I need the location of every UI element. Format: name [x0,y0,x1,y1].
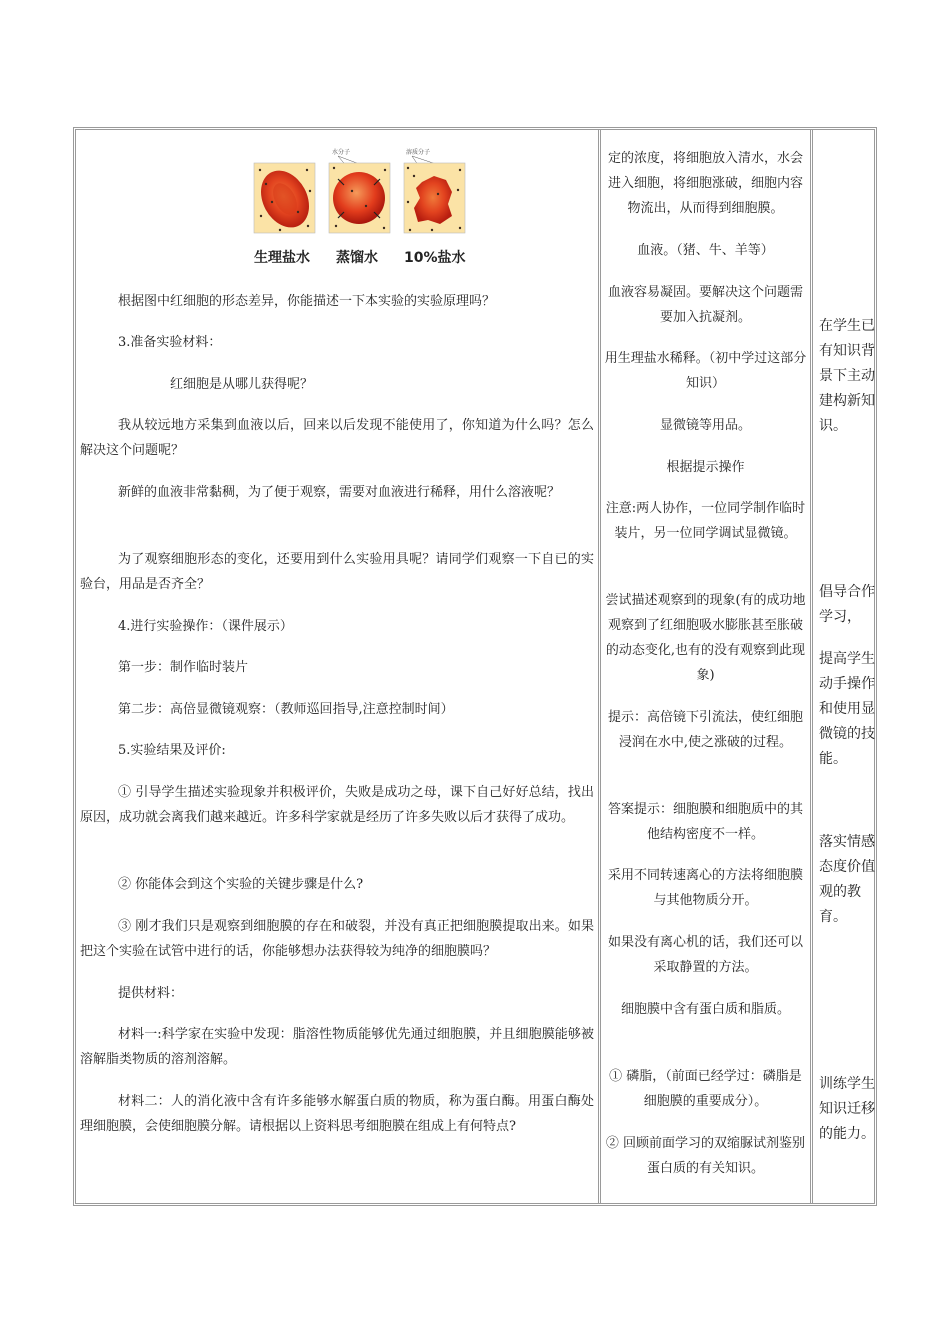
student-paragraph: ② 回顾前面学习的双缩脲试剂鉴别蛋白质的有关知识。 [605,1136,806,1176]
student-paragraph: 采用不同转速离心的方法将细胞膜与其他物质分开。 [607,868,803,908]
panel-distilled-water [329,148,390,233]
student-paragraph: 尝试描述观察到的现象(有的成功地观察到了红细胞吸水膨胀甚至胀破的动态变化,也有的没有观察到此现象) [605,593,806,683]
intent-paragraph: 倡导合作学习， [819,584,875,625]
label-normal-saline: 生理盐水 [254,250,310,266]
student-paragraph: ① 磷脂，（前面已经学过：磷脂是细胞膜的重要成分）。 [609,1069,802,1109]
main-paragraph: 我从较远地方采集到血液以后，回来以后发现不能使用了，你知道为什么吗？怎么解决这个问题呢？ [80,418,594,458]
main-paragraph: 新鲜的血液非常黏稠，为了便于观察，需要对血液进行稀释，用什么溶液呢？ [118,485,561,500]
main-paragraph: 红细胞是从哪儿获得呢？ [170,377,314,392]
student-activity-column [598,130,810,1203]
main-paragraph: 第二步：高倍显微镜观察：（教师巡回指导,注意控制时间） [118,702,454,717]
student-paragraph: 细胞膜中含有蛋白质和脂质。 [620,1002,790,1017]
svg-text:溶质分子: 溶质分子 [406,149,431,156]
lesson-table [73,127,877,1206]
main-paragraph: 根据图中红细胞的形态差异，你能描述一下本实验的实验原理吗？ [118,294,496,309]
intent-paragraph: 训练学生知识迁移的能力。 [819,1076,875,1142]
main-paragraph: ② 你能体会到这个实验的关键步骤是什么? [118,877,364,892]
main-paragraph: 第一步：制作临时装片 [118,660,249,675]
main-paragraph: ③ 刚才我们只是观察到细胞膜的存在和破裂，并没有真正把细胞膜提取出来。如果把这个实验在试管中进行的话，你能够想办法获得较为纯净的细胞膜吗？ [80,919,594,959]
main-paragraph: 3.准备实验材料： [118,335,222,350]
red-blood-cell-figure [252,146,467,270]
main-paragraph: 5.实验结果及评价: [118,743,226,758]
design-intent-column [810,130,874,1203]
intent-paragraph: 落实情感态度价值观的教育。 [819,834,875,925]
main-paragraph: 提供材料： [118,986,184,1001]
main-paragraph: 为了观察细胞形态的变化，还要用到什么实验用具呢？请同学们观察一下自已的实验台，用品是否齐全？ [80,552,594,592]
main-paragraph: 4.进行实验操作：（课件展示） [118,619,293,634]
student-paragraph: 注意:两人协作，一位同学制作临时装片，另一位同学调试显微镜。 [605,501,806,541]
label-10-percent-saline: 10%盐水 [404,250,466,266]
student-paragraph: 用生理盐水稀释。（初中学过这部分知识） [604,351,807,391]
student-paragraph: 血液容易凝固。要解决这个问题需要加入抗凝剂。 [607,285,803,325]
svg-text:水分子: 水分子 [332,149,351,156]
panel-normal-saline [252,162,319,236]
student-paragraph: 根据提示操作 [666,460,745,475]
intent-paragraph: 在学生已有知识背景下主动建构新知识。 [819,318,875,434]
student-paragraph: 血液。（猪、牛、羊等） [637,243,774,258]
main-paragraph: 材料一:科学家在实验中发现：脂溶性物质能够优先通过细胞膜，并且细胞膜能够被溶解脂类物质的溶剂溶解。 [80,1027,594,1067]
teacher-activity-column [76,130,598,1203]
intent-paragraph: 提高学生动手操作和使用显微镜的技能。 [819,651,875,767]
student-paragraph: 答案提示：细胞膜和细胞质中的其他结构密度不一样。 [607,802,803,842]
student-paragraph: 如果没有离心机的话，我们还可以采取静置的方法。 [607,935,803,975]
label-distilled-water: 蒸馏水 [336,250,378,266]
panel-10-percent-saline [404,148,465,233]
main-paragraph: 材料二：人的消化液中含有许多能够水解蛋白质的物质，称为蛋白酶。用蛋白酶处理细胞膜，会使细胞膜分解。请根据以上资料思考细胞膜在组成上有何特点? [80,1094,594,1134]
student-paragraph: 提示：高倍镜下引流法，使红细胞浸润在水中,使之涨破的过程。 [607,710,803,750]
main-paragraph: ① 引导学生描述实验现象并积极评价，失败是成功之母，课下自己好好总结，找出原因，成功就会离我们越来越近。许多科学家就是经历了许多失败以后才获得了成功。 [80,785,594,825]
student-paragraph: 显微镜等用品。 [659,418,751,433]
student-paragraph: 定的浓度，将细胞放入清水，水会进入细胞，将细胞涨破，细胞内容物流出，从而得到细胞膜。 [607,151,803,216]
